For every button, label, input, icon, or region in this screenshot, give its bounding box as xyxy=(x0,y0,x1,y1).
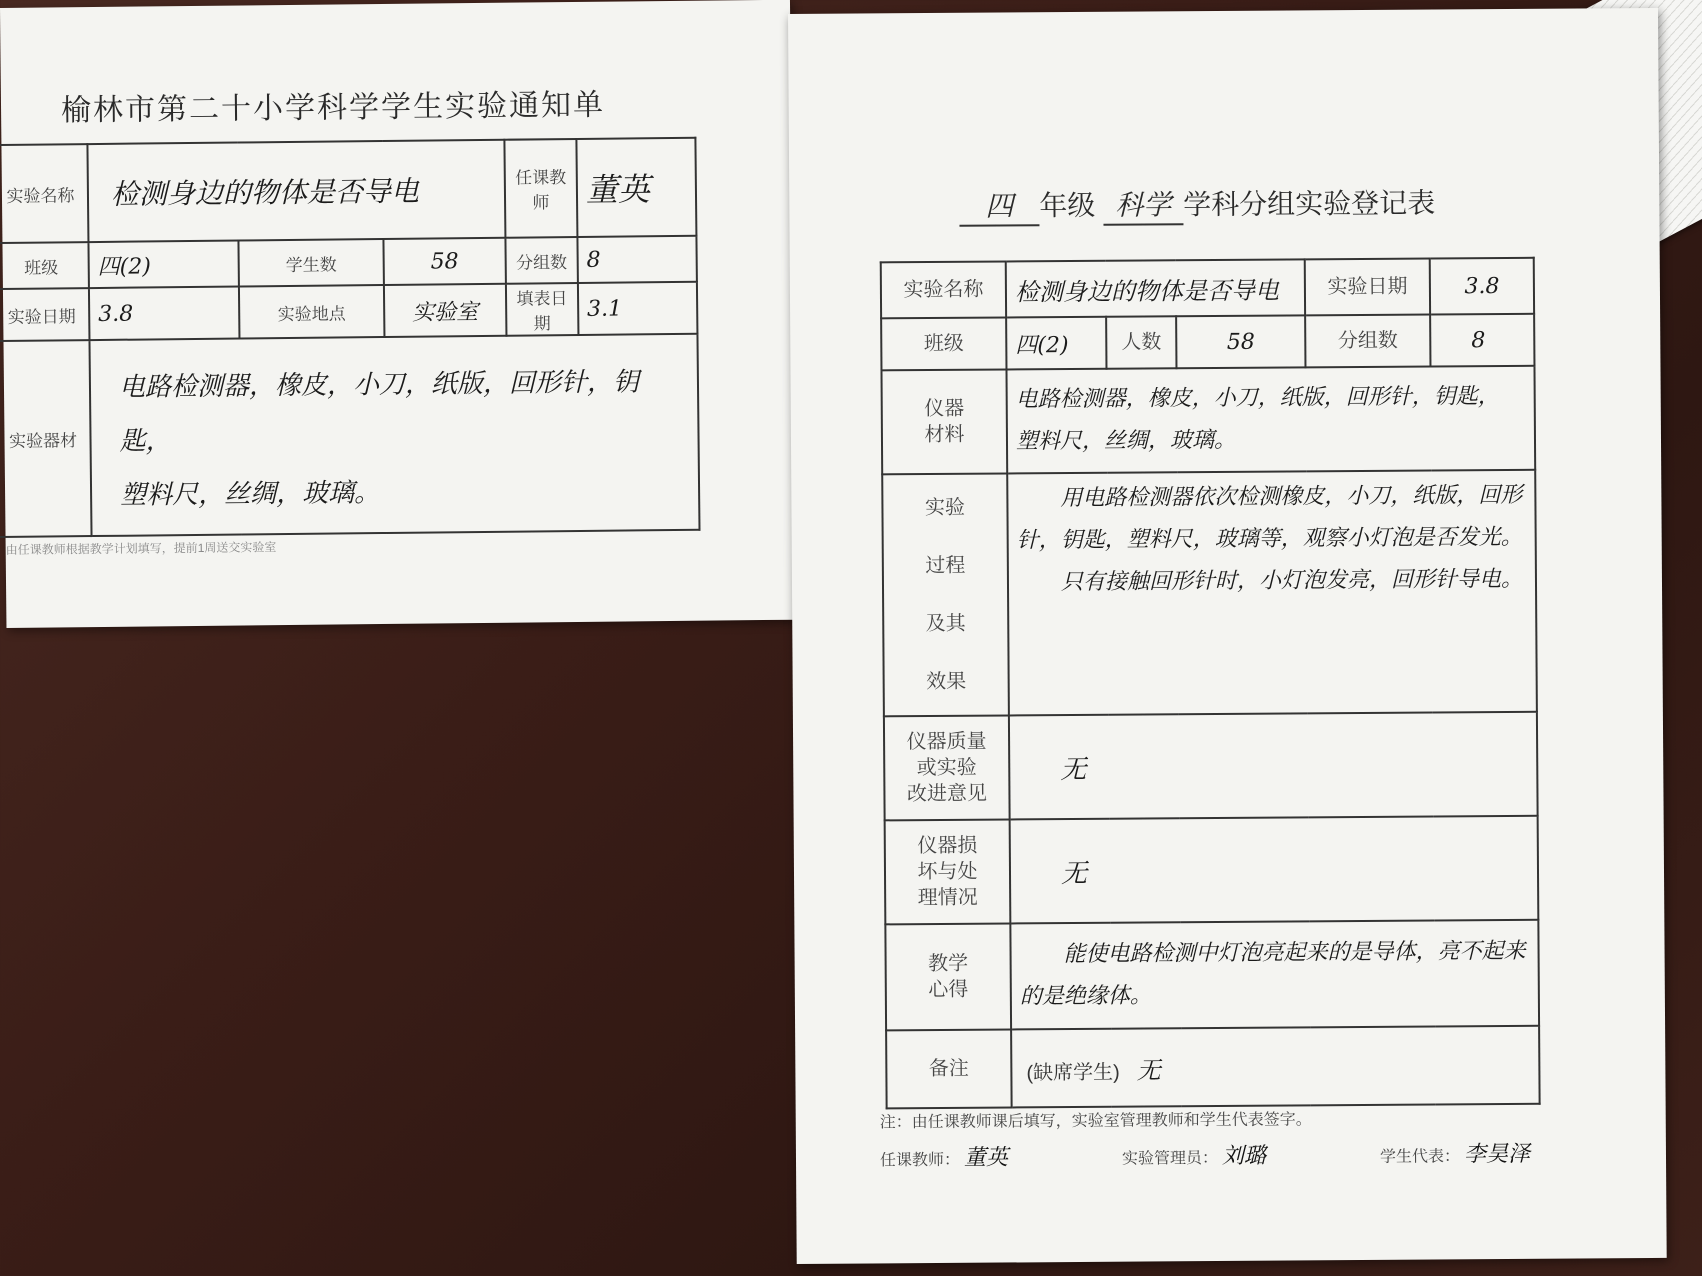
register-damage-label xyxy=(885,819,1011,924)
notice-groups-value: 8 xyxy=(577,236,697,283)
notice-location-value: 实验室 xyxy=(384,284,506,337)
register-remarks-label: 备注 xyxy=(886,1029,1012,1108)
notice-students-value: 58 xyxy=(383,238,505,285)
register-groups-label: 分组数 xyxy=(1305,315,1430,368)
register-materials-label xyxy=(881,369,1007,474)
register-name-value: 检测身边的物体是否导电 xyxy=(1006,259,1305,317)
register-class-value: 四(2) xyxy=(1006,317,1106,370)
notice-name-value: 检测身边的物体是否导电 xyxy=(87,140,505,242)
register-process-paragraph-1: 用电路检测器依次检测橡皮，小刀，纸版，回形针，钥匙，塑料尺，玻璃等，观察小灯泡是否发光。 xyxy=(1016,482,1523,554)
notice-class-label: 班级 xyxy=(0,242,89,289)
register-title xyxy=(959,181,1435,226)
register-quality-label xyxy=(884,715,1010,820)
register-quality-label-1: 仪器质量 xyxy=(906,730,987,754)
register-materials-label-2: 材料 xyxy=(924,423,965,447)
register-materials-line1: 电路检测器，橡皮，小刀，纸版，回形针，钥匙， xyxy=(1015,384,1500,413)
notice-teacher-value: 董英 xyxy=(576,138,696,237)
notice-students-label: 学生数 xyxy=(238,239,383,287)
register-damage-label-1: 仪器损 xyxy=(917,834,978,858)
register-people-label: 人数 xyxy=(1106,316,1176,368)
admin-signature-block xyxy=(1122,1139,1266,1171)
register-process-label xyxy=(882,473,1009,716)
notice-date-label: 实验日期 xyxy=(0,288,89,341)
experiment-notice-sheet xyxy=(0,0,796,628)
notice-table xyxy=(0,137,701,538)
notice-equipment-line1: 电路检测器，橡皮，小刀，纸版，回形针，钥匙， xyxy=(118,367,640,457)
register-process-label-1: 实验 xyxy=(924,496,966,520)
register-materials-line2: 塑料尺，丝绸，玻璃。 xyxy=(1015,427,1237,455)
teacher-signature-label: 任课教师： xyxy=(879,1151,961,1170)
admin-signature: 刘璐 xyxy=(1221,1143,1267,1169)
student-signature: 李昊泽 xyxy=(1463,1141,1531,1168)
register-signatures xyxy=(880,1137,1530,1173)
register-process-label-4: 效果 xyxy=(926,670,967,694)
register-reflection-label-2: 心得 xyxy=(928,978,969,1002)
notice-groups-label: 分组数 xyxy=(505,237,577,284)
register-reflection-label xyxy=(885,923,1011,1030)
notice-equipment-label: 实验器材 xyxy=(0,340,92,537)
register-people-value: 58 xyxy=(1176,315,1305,368)
register-note: 注：由任课教师课后填写，实验室管理教师和学生代表签字。 xyxy=(879,1111,1312,1132)
register-date-value: 3.8 xyxy=(1430,258,1534,315)
student-signature-label: 学生代表： xyxy=(1379,1148,1461,1166)
notice-teacher-label: 任课教师 xyxy=(504,139,577,238)
experiment-register-sheet xyxy=(788,8,1667,1264)
register-damage-label-2: 坏与处 xyxy=(917,860,978,884)
notice-date-value: 3.8 xyxy=(89,287,240,341)
register-damage-value: 无 xyxy=(1010,816,1539,924)
register-title-grade-suffix: 年级 xyxy=(1039,189,1096,222)
admin-signature-label: 实验管理员： xyxy=(1121,1150,1219,1168)
notice-fill-date-label: 填表日期 xyxy=(506,283,579,336)
register-title-subject: 科学 xyxy=(1103,183,1183,226)
notice-location-label: 实验地点 xyxy=(239,285,385,339)
student-signature-block xyxy=(1380,1137,1530,1169)
notice-name-label: 实验名称 xyxy=(0,144,88,243)
register-quality-value: 无 xyxy=(1009,712,1538,820)
register-damage-label-3: 理情况 xyxy=(917,886,978,910)
register-table xyxy=(880,257,1541,1110)
notice-title: 榆林市第二十小学科学学生实验通知单 xyxy=(60,88,606,128)
register-process-label-3: 及其 xyxy=(925,612,966,636)
notice-class-value: 四(2) xyxy=(88,241,238,289)
teacher-signature: 董英 xyxy=(963,1145,1009,1171)
register-process-paragraph-2: 只有接触回形针时，小灯泡发亮，回形针导电。 xyxy=(1060,566,1524,596)
register-reflection-value: 能使电路检测中灯泡亮起来的是导体，亮不起来的是绝缘体。 xyxy=(1019,938,1526,1010)
register-remarks-value: 无 xyxy=(1136,1055,1161,1085)
register-title-suffix: 学科分组实验登记表 xyxy=(1183,187,1436,221)
register-quality-label-2: 或实验 xyxy=(916,756,977,780)
notice-footer: 由任课教师根据教学计划填写，提前1周送交实验室 xyxy=(5,540,277,557)
register-groups-value: 8 xyxy=(1430,314,1534,367)
register-date-label: 实验日期 xyxy=(1305,259,1430,316)
register-name-label: 实验名称 xyxy=(881,261,1006,318)
register-remarks-prefix: (缺席学生) xyxy=(1026,1061,1120,1084)
register-process-label-2: 过程 xyxy=(925,554,966,578)
notice-equipment-line2: 塑料尺，丝绸，玻璃。 xyxy=(119,478,381,511)
register-quality-label-3: 改进意见 xyxy=(906,782,988,806)
register-class-label: 班级 xyxy=(881,317,1006,370)
notice-fill-date-value: 3.1 xyxy=(578,282,698,335)
register-reflection-label-1: 教学 xyxy=(928,952,969,976)
register-materials-label-1: 仪器 xyxy=(924,397,965,421)
teacher-signature-block xyxy=(880,1140,1008,1172)
register-title-grade: 四 xyxy=(959,184,1039,227)
